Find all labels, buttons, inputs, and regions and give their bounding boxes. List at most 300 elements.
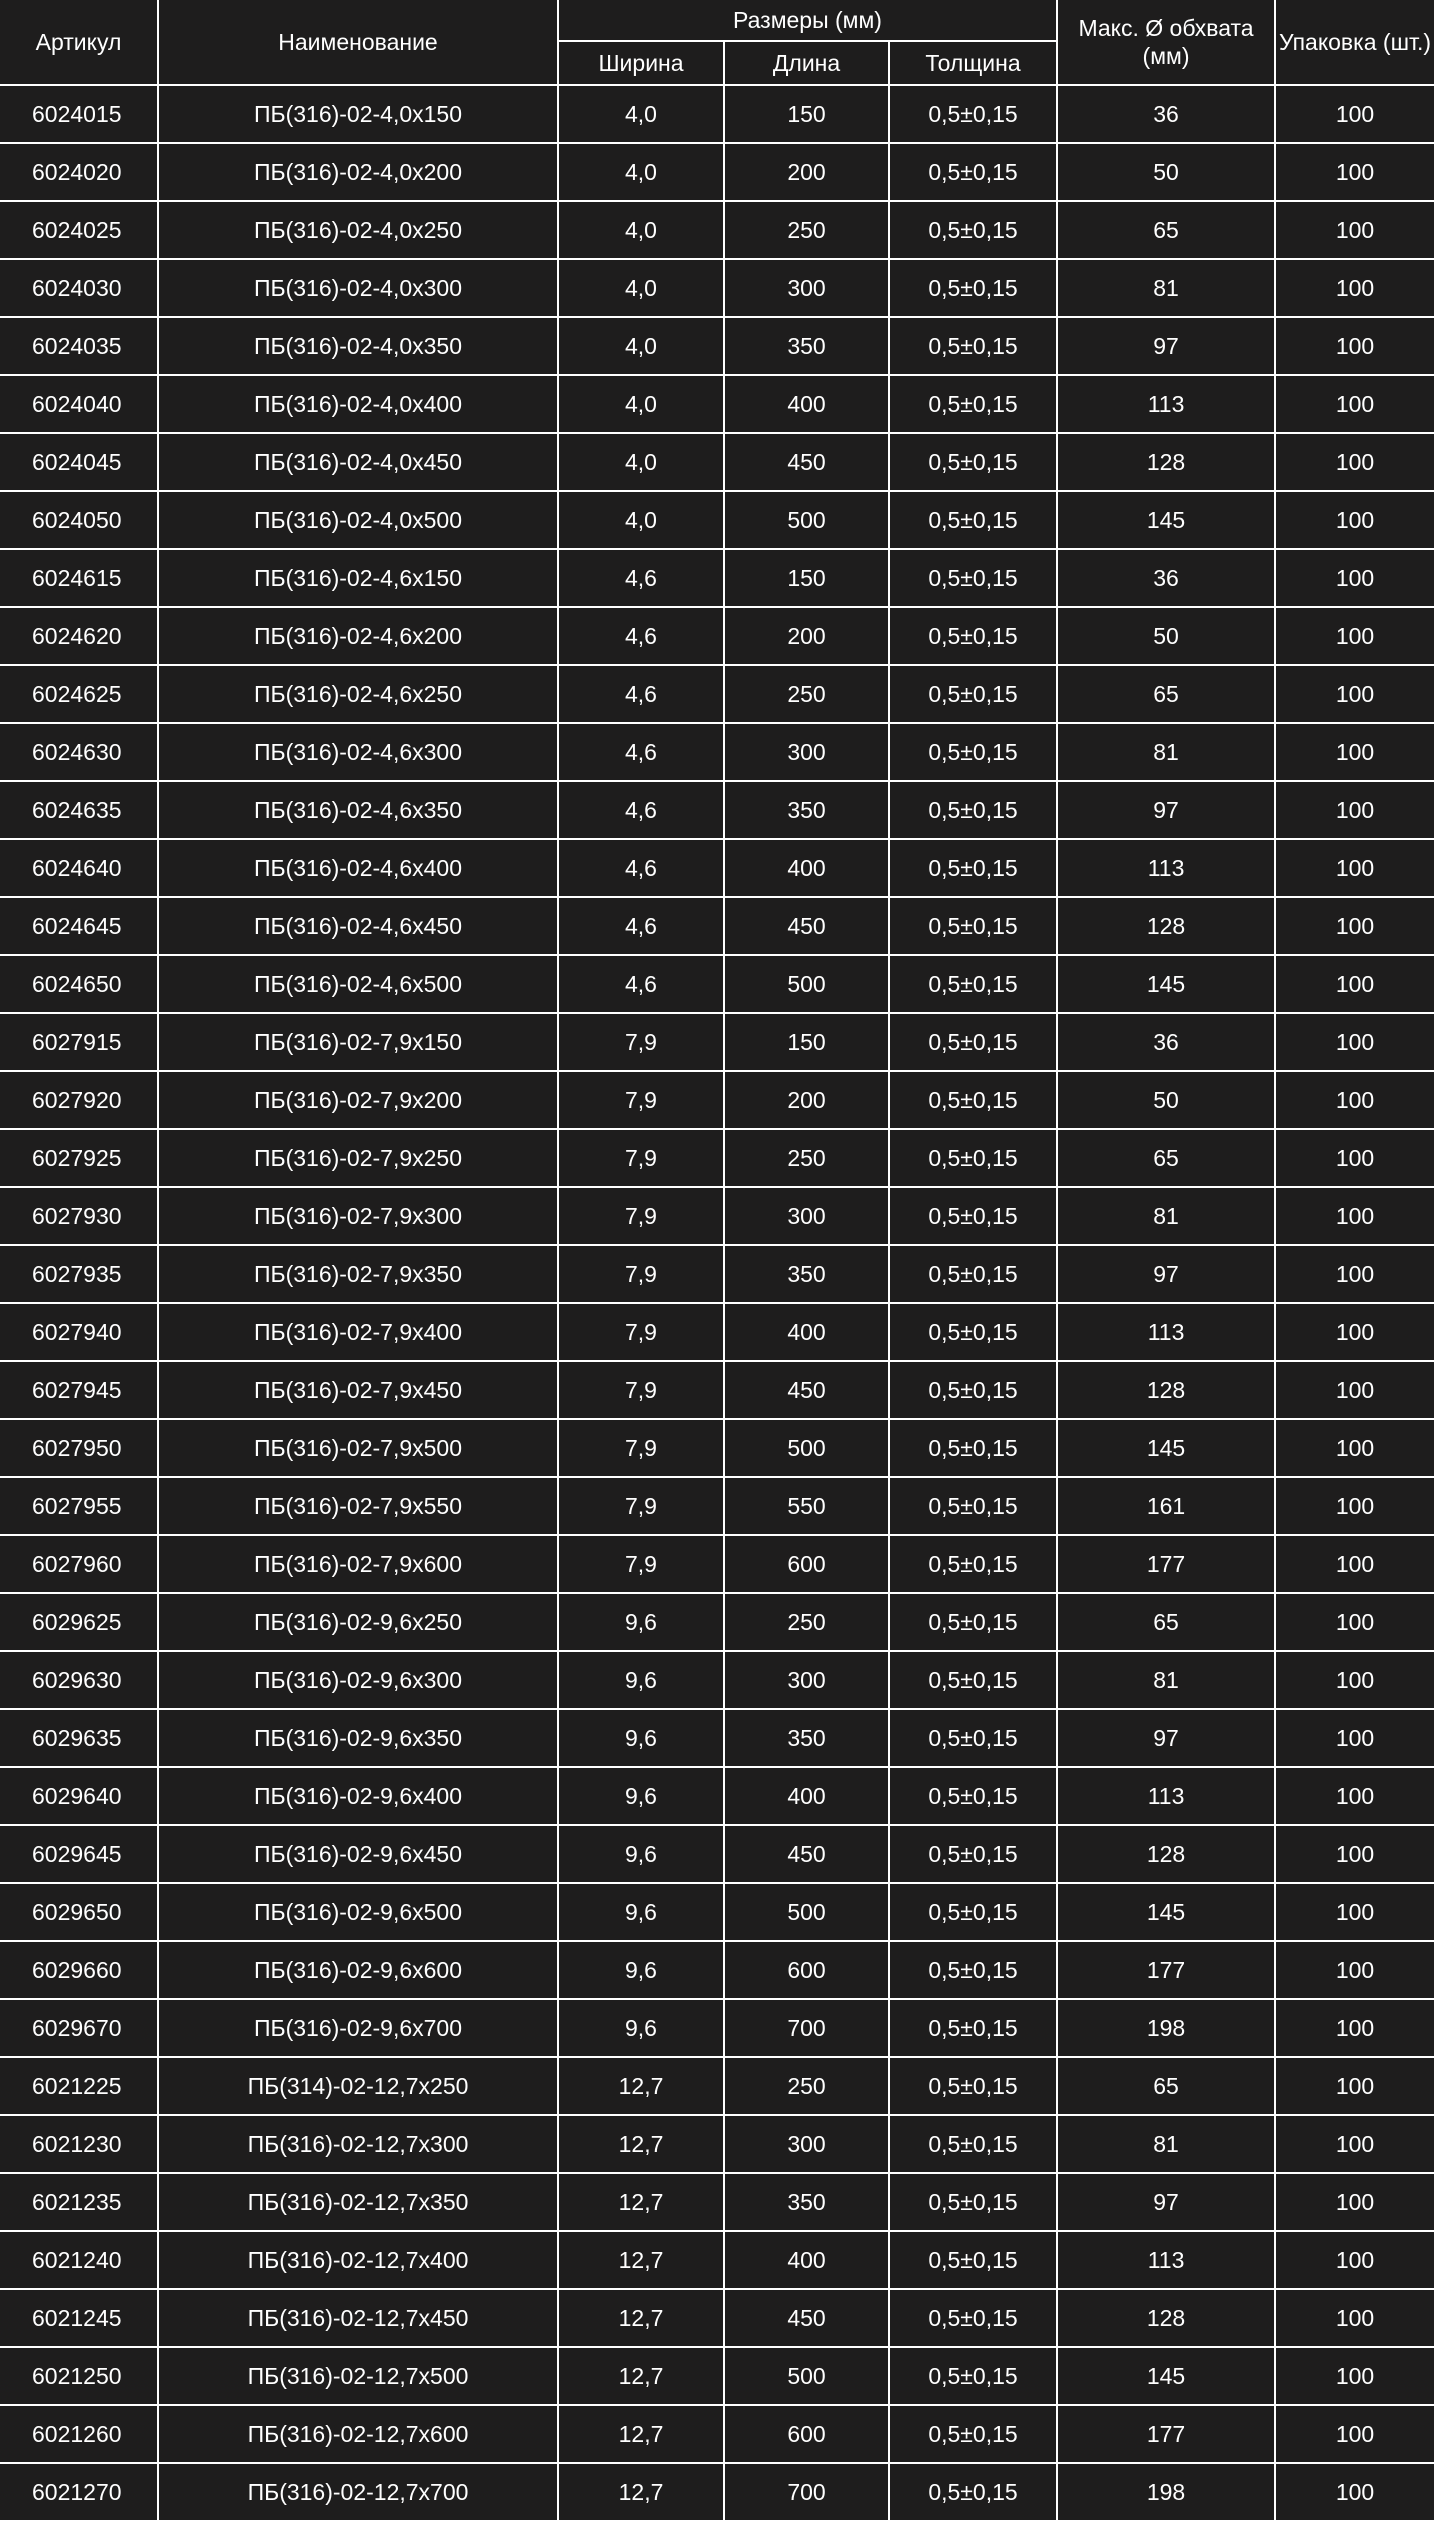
cell-max-diameter: 81 [1057,259,1275,317]
cell-package: 100 [1275,1245,1434,1303]
cell-length: 500 [724,491,889,549]
table-row [0,1709,1434,1767]
cell-length: 600 [724,1941,889,1999]
cell-article: 6029650 [0,1883,158,1941]
cell-max-diameter: 113 [1057,375,1275,433]
cell-length: 250 [724,1593,889,1651]
cell-max-diameter: 198 [1057,2463,1275,2520]
cell-max-diameter: 65 [1057,2057,1275,2115]
cell-name: ПБ(316)-02-7,9x600 [158,1535,558,1593]
cell-max-diameter: 81 [1057,2115,1275,2173]
cell-width: 9,6 [558,1593,724,1651]
cell-max-diameter: 65 [1057,665,1275,723]
table-header [0,0,1434,85]
cell-width: 7,9 [558,1129,724,1187]
cell-name: ПБ(316)-02-12,7x400 [158,2231,558,2289]
cell-article: 6027930 [0,1187,158,1245]
cell-package: 100 [1275,1999,1434,2057]
table-row [0,1361,1434,1419]
cell-package: 100 [1275,317,1434,375]
cell-length: 500 [724,2347,889,2405]
cell-max-diameter: 113 [1057,2231,1275,2289]
cell-length: 700 [724,2463,889,2520]
cell-name: ПБ(316)-02-7,9x550 [158,1477,558,1535]
cell-article: 6029625 [0,1593,158,1651]
cell-name: ПБ(316)-02-4,0x150 [158,85,558,143]
cell-width: 9,6 [558,1825,724,1883]
cell-width: 4,6 [558,549,724,607]
cell-max-diameter: 198 [1057,1999,1275,2057]
cell-length: 400 [724,839,889,897]
header-name: Наименование [158,0,558,85]
cell-name: ПБ(316)-02-12,7x350 [158,2173,558,2231]
cell-article: 6024625 [0,665,158,723]
cell-article: 6029645 [0,1825,158,1883]
cell-thickness: 0,5±0,15 [889,1999,1057,2057]
table-row [0,1883,1434,1941]
cell-article: 6027960 [0,1535,158,1593]
cell-width: 12,7 [558,2463,724,2520]
cell-name: ПБ(316)-02-4,6x250 [158,665,558,723]
cell-name: ПБ(316)-02-4,0x400 [158,375,558,433]
cell-thickness: 0,5±0,15 [889,375,1057,433]
cell-name: ПБ(316)-02-9,6x450 [158,1825,558,1883]
cell-article: 6027940 [0,1303,158,1361]
cell-name: ПБ(316)-02-9,6x700 [158,1999,558,2057]
cell-thickness: 0,5±0,15 [889,897,1057,955]
cell-length: 500 [724,1883,889,1941]
cell-article: 6029630 [0,1651,158,1709]
cell-thickness: 0,5±0,15 [889,2115,1057,2173]
cell-length: 200 [724,143,889,201]
cell-max-diameter: 65 [1057,201,1275,259]
cell-thickness: 0,5±0,15 [889,1651,1057,1709]
cell-width: 4,0 [558,491,724,549]
cell-max-diameter: 81 [1057,723,1275,781]
cell-name: ПБ(316)-02-7,9x150 [158,1013,558,1071]
cell-package: 100 [1275,1651,1434,1709]
cell-package: 100 [1275,2405,1434,2463]
cell-max-diameter: 128 [1057,1825,1275,1883]
table-row [0,1129,1434,1187]
cell-package: 100 [1275,2115,1434,2173]
cell-name: ПБ(316)-02-4,0x200 [158,143,558,201]
cell-article: 6024620 [0,607,158,665]
cell-thickness: 0,5±0,15 [889,1535,1057,1593]
cell-package: 100 [1275,1709,1434,1767]
cell-article: 6021230 [0,2115,158,2173]
cell-article: 6021225 [0,2057,158,2115]
cell-name: ПБ(316)-02-9,6x350 [158,1709,558,1767]
cell-length: 300 [724,1187,889,1245]
table-row [0,839,1434,897]
cell-article: 6021270 [0,2463,158,2520]
cell-package: 100 [1275,549,1434,607]
cell-package: 100 [1275,2173,1434,2231]
cell-name: ПБ(316)-02-9,6x300 [158,1651,558,1709]
cell-package: 100 [1275,839,1434,897]
cell-width: 9,6 [558,1709,724,1767]
cell-name: ПБ(316)-02-4,0x450 [158,433,558,491]
cell-article: 6021240 [0,2231,158,2289]
cell-length: 250 [724,2057,889,2115]
cell-article: 6021235 [0,2173,158,2231]
table-row [0,1535,1434,1593]
cell-width: 4,6 [558,607,724,665]
cell-package: 100 [1275,781,1434,839]
cell-length: 600 [724,2405,889,2463]
cell-package: 100 [1275,375,1434,433]
cell-article: 6027950 [0,1419,158,1477]
cell-thickness: 0,5±0,15 [889,1303,1057,1361]
cell-thickness: 0,5±0,15 [889,1071,1057,1129]
cell-thickness: 0,5±0,15 [889,1419,1057,1477]
cell-thickness: 0,5±0,15 [889,2057,1057,2115]
cell-length: 250 [724,201,889,259]
cell-max-diameter: 145 [1057,955,1275,1013]
cell-max-diameter: 113 [1057,1767,1275,1825]
cell-length: 300 [724,723,889,781]
cell-package: 100 [1275,491,1434,549]
cell-max-diameter: 145 [1057,1883,1275,1941]
cell-length: 250 [724,665,889,723]
table-row [0,143,1434,201]
header-package: Упаковка (шт.) [1275,0,1434,85]
cell-article: 6027955 [0,1477,158,1535]
header-article: Артикул [0,0,158,85]
table-row [0,2405,1434,2463]
cell-width: 9,6 [558,1651,724,1709]
cell-width: 7,9 [558,1245,724,1303]
cell-length: 300 [724,1651,889,1709]
cell-thickness: 0,5±0,15 [889,1825,1057,1883]
cell-article: 6027945 [0,1361,158,1419]
cell-width: 7,9 [558,1361,724,1419]
cell-article: 6024040 [0,375,158,433]
table-row [0,781,1434,839]
cell-name: ПБ(316)-02-4,0x350 [158,317,558,375]
cell-article: 6024020 [0,143,158,201]
cell-thickness: 0,5±0,15 [889,549,1057,607]
cell-length: 700 [724,1999,889,2057]
cell-width: 12,7 [558,2231,724,2289]
cell-max-diameter: 145 [1057,2347,1275,2405]
cell-width: 9,6 [558,1883,724,1941]
cell-thickness: 0,5±0,15 [889,85,1057,143]
cell-name: ПБ(316)-02-7,9x300 [158,1187,558,1245]
cell-max-diameter: 177 [1057,1941,1275,1999]
table-row [0,2347,1434,2405]
cell-width: 9,6 [558,1767,724,1825]
cell-article: 6024635 [0,781,158,839]
cell-name: ПБ(316)-02-4,6x500 [158,955,558,1013]
cell-package: 100 [1275,1941,1434,1999]
cell-width: 7,9 [558,1187,724,1245]
cell-width: 12,7 [558,2347,724,2405]
table-row [0,2289,1434,2347]
table-row [0,665,1434,723]
cell-package: 100 [1275,2057,1434,2115]
cell-max-diameter: 97 [1057,781,1275,839]
cell-article: 6027935 [0,1245,158,1303]
cell-width: 7,9 [558,1303,724,1361]
cell-article: 6021245 [0,2289,158,2347]
cell-width: 7,9 [558,1013,724,1071]
cell-thickness: 0,5±0,15 [889,1245,1057,1303]
cell-width: 4,6 [558,723,724,781]
table-row [0,1303,1434,1361]
cell-article: 6029640 [0,1767,158,1825]
table-row [0,1651,1434,1709]
cell-thickness: 0,5±0,15 [889,2231,1057,2289]
cell-length: 500 [724,955,889,1013]
table-row [0,607,1434,665]
table-row [0,897,1434,955]
cell-thickness: 0,5±0,15 [889,1767,1057,1825]
cell-length: 450 [724,1361,889,1419]
cell-max-diameter: 36 [1057,85,1275,143]
cell-package: 100 [1275,433,1434,491]
table-row [0,723,1434,781]
cell-package: 100 [1275,1071,1434,1129]
table-row [0,85,1434,143]
cell-max-diameter: 65 [1057,1593,1275,1651]
cell-article: 6027925 [0,1129,158,1187]
cell-length: 350 [724,781,889,839]
cell-package: 100 [1275,1361,1434,1419]
cell-width: 4,6 [558,897,724,955]
cell-name: ПБ(316)-02-7,9x250 [158,1129,558,1187]
cell-max-diameter: 128 [1057,1361,1275,1419]
cell-width: 9,6 [558,1999,724,2057]
cell-length: 150 [724,85,889,143]
cell-name: ПБ(316)-02-12,7x300 [158,2115,558,2173]
cell-length: 250 [724,1129,889,1187]
cell-article: 6029635 [0,1709,158,1767]
cell-package: 100 [1275,143,1434,201]
cell-length: 200 [724,607,889,665]
cell-thickness: 0,5±0,15 [889,143,1057,201]
cell-thickness: 0,5±0,15 [889,2463,1057,2520]
cell-package: 100 [1275,1477,1434,1535]
cell-package: 100 [1275,85,1434,143]
table-row [0,433,1434,491]
table-row [0,1419,1434,1477]
cell-package: 100 [1275,1883,1434,1941]
cell-name: ПБ(316)-02-7,9x450 [158,1361,558,1419]
cell-thickness: 0,5±0,15 [889,1709,1057,1767]
cell-thickness: 0,5±0,15 [889,839,1057,897]
table-row [0,1013,1434,1071]
cell-package: 100 [1275,1303,1434,1361]
cell-name: ПБ(316)-02-4,6x150 [158,549,558,607]
cell-width: 12,7 [558,2405,724,2463]
cell-article: 6024030 [0,259,158,317]
table-row [0,1245,1434,1303]
cell-article: 6021260 [0,2405,158,2463]
cell-article: 6024045 [0,433,158,491]
cell-length: 200 [724,1071,889,1129]
cell-article: 6024035 [0,317,158,375]
cell-width: 7,9 [558,1071,724,1129]
cell-thickness: 0,5±0,15 [889,1013,1057,1071]
cell-max-diameter: 145 [1057,491,1275,549]
cell-package: 100 [1275,2231,1434,2289]
cell-thickness: 0,5±0,15 [889,1361,1057,1419]
cell-name: ПБ(316)-02-4,6x350 [158,781,558,839]
cell-thickness: 0,5±0,15 [889,1883,1057,1941]
cell-length: 400 [724,375,889,433]
cell-article: 6021250 [0,2347,158,2405]
cell-name: ПБ(316)-02-9,6x500 [158,1883,558,1941]
cell-package: 100 [1275,1825,1434,1883]
cell-max-diameter: 81 [1057,1651,1275,1709]
cell-max-diameter: 161 [1057,1477,1275,1535]
cell-article: 6024615 [0,549,158,607]
cell-thickness: 0,5±0,15 [889,781,1057,839]
cell-name: ПБ(316)-02-9,6x400 [158,1767,558,1825]
cell-article: 6029660 [0,1941,158,1999]
cell-name: ПБ(316)-02-4,0x250 [158,201,558,259]
cell-max-diameter: 65 [1057,1129,1275,1187]
table-row [0,1767,1434,1825]
cell-thickness: 0,5±0,15 [889,955,1057,1013]
table-row [0,1825,1434,1883]
header-sizes-group: Размеры (мм) [558,0,1057,41]
table-row [0,549,1434,607]
cell-thickness: 0,5±0,15 [889,2173,1057,2231]
table-row [0,1593,1434,1651]
table-row [0,2173,1434,2231]
cell-package: 100 [1275,2463,1434,2520]
table-row [0,1477,1434,1535]
cell-max-diameter: 97 [1057,2173,1275,2231]
cell-name: ПБ(316)-02-4,6x400 [158,839,558,897]
cell-package: 100 [1275,259,1434,317]
cell-length: 450 [724,433,889,491]
cell-max-diameter: 97 [1057,1709,1275,1767]
cell-package: 100 [1275,723,1434,781]
cell-package: 100 [1275,955,1434,1013]
cell-width: 12,7 [558,2115,724,2173]
cell-width: 7,9 [558,1419,724,1477]
header-thickness: Толщина [889,41,1057,85]
cell-thickness: 0,5±0,15 [889,607,1057,665]
cell-width: 4,6 [558,781,724,839]
cell-width: 4,6 [558,839,724,897]
cell-width: 4,0 [558,433,724,491]
table-row [0,1999,1434,2057]
cell-width: 4,6 [558,665,724,723]
cell-length: 500 [724,1419,889,1477]
cell-name: ПБ(316)-02-12,7x500 [158,2347,558,2405]
header-max-diameter: Макс. Ø обхвата (мм) [1057,0,1275,85]
cell-length: 150 [724,549,889,607]
cell-name: ПБ(316)-02-9,6x600 [158,1941,558,1999]
cell-width: 12,7 [558,2057,724,2115]
cell-length: 350 [724,2173,889,2231]
cell-package: 100 [1275,201,1434,259]
cell-package: 100 [1275,1593,1434,1651]
cell-article: 6029670 [0,1999,158,2057]
cell-width: 4,0 [558,143,724,201]
table-row [0,317,1434,375]
cell-package: 100 [1275,2289,1434,2347]
cell-package: 100 [1275,607,1434,665]
table-body [0,85,1434,2520]
cell-name: ПБ(316)-02-7,9x350 [158,1245,558,1303]
cell-package: 100 [1275,1419,1434,1477]
cell-length: 350 [724,1709,889,1767]
cell-max-diameter: 113 [1057,1303,1275,1361]
cell-max-diameter: 50 [1057,1071,1275,1129]
cell-length: 400 [724,2231,889,2289]
cell-max-diameter: 97 [1057,1245,1275,1303]
cell-length: 350 [724,1245,889,1303]
cell-package: 100 [1275,2347,1434,2405]
cell-package: 100 [1275,1535,1434,1593]
table-row [0,2463,1434,2520]
cell-thickness: 0,5±0,15 [889,317,1057,375]
cell-width: 4,0 [558,259,724,317]
cell-max-diameter: 50 [1057,607,1275,665]
cell-width: 4,0 [558,317,724,375]
cell-max-diameter: 97 [1057,317,1275,375]
cell-length: 400 [724,1767,889,1825]
cell-max-diameter: 128 [1057,897,1275,955]
cell-article: 6024015 [0,85,158,143]
cell-name: ПБ(316)-02-4,6x200 [158,607,558,665]
cell-package: 100 [1275,1129,1434,1187]
table-row [0,2231,1434,2289]
cell-max-diameter: 177 [1057,2405,1275,2463]
cell-width: 4,0 [558,85,724,143]
cell-width: 9,6 [558,1941,724,1999]
cell-thickness: 0,5±0,15 [889,201,1057,259]
cell-width: 4,6 [558,955,724,1013]
cell-name: ПБ(316)-02-4,0x500 [158,491,558,549]
cell-width: 4,0 [558,201,724,259]
cell-name: ПБ(316)-02-7,9x500 [158,1419,558,1477]
table-row [0,491,1434,549]
cell-name: ПБ(316)-02-7,9x200 [158,1071,558,1129]
cell-thickness: 0,5±0,15 [889,2347,1057,2405]
cell-package: 100 [1275,1013,1434,1071]
cell-thickness: 0,5±0,15 [889,433,1057,491]
table-row [0,1941,1434,1999]
table-row [0,2057,1434,2115]
cell-package: 100 [1275,665,1434,723]
cell-package: 100 [1275,897,1434,955]
cell-thickness: 0,5±0,15 [889,2405,1057,2463]
cell-article: 6024645 [0,897,158,955]
cell-article: 6024025 [0,201,158,259]
cell-length: 550 [724,1477,889,1535]
cell-max-diameter: 36 [1057,549,1275,607]
cell-name: ПБ(316)-02-12,7x600 [158,2405,558,2463]
table-row [0,259,1434,317]
cell-name: ПБ(316)-02-12,7x450 [158,2289,558,2347]
cell-package: 100 [1275,1767,1434,1825]
cell-max-diameter: 145 [1057,1419,1275,1477]
cell-thickness: 0,5±0,15 [889,2289,1057,2347]
cell-thickness: 0,5±0,15 [889,1477,1057,1535]
cell-thickness: 0,5±0,15 [889,259,1057,317]
cell-article: 6024630 [0,723,158,781]
cell-length: 450 [724,1825,889,1883]
cell-name: ПБ(316)-02-4,0x300 [158,259,558,317]
cell-thickness: 0,5±0,15 [889,1187,1057,1245]
